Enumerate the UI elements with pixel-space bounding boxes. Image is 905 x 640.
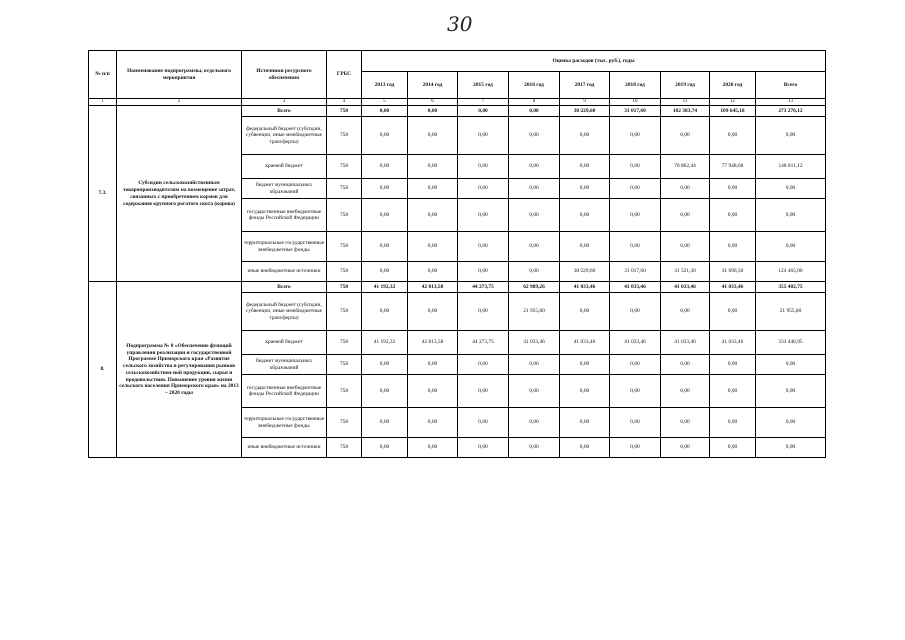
amount-cell: 0,00 bbox=[458, 106, 509, 117]
amount-cell: 0,00 bbox=[458, 438, 509, 458]
header-year: 2018 год bbox=[610, 72, 661, 99]
amount-cell: 124 465,00 bbox=[756, 262, 826, 282]
amount-cell: 41 033,46 bbox=[610, 282, 661, 293]
grbs-code: 758 bbox=[327, 117, 362, 155]
amount-cell: 0,00 bbox=[610, 232, 661, 262]
amount-cell: 42 813,58 bbox=[408, 331, 458, 355]
amount-cell: 31 696,50 bbox=[710, 262, 756, 282]
header-grbs: ГРБС bbox=[327, 51, 362, 99]
amount-cell: 0,00 bbox=[661, 293, 710, 331]
amount-cell: 41 033,46 bbox=[661, 282, 710, 293]
amount-cell: 0,00 bbox=[710, 375, 756, 408]
grbs-code: 758 bbox=[327, 282, 362, 293]
amount-cell: 0,00 bbox=[610, 293, 661, 331]
amount-cell: 0,00 bbox=[710, 293, 756, 331]
funding-source: государственные внебюджетные фонды Российской Федерации bbox=[242, 199, 327, 232]
amount-cell: 0,00 bbox=[661, 438, 710, 458]
funding-source: краевой бюджет bbox=[242, 155, 327, 179]
amount-cell: 0,00 bbox=[661, 199, 710, 232]
amount-cell: 0,00 bbox=[509, 232, 560, 262]
amount-cell: 0,00 bbox=[610, 155, 661, 179]
amount-cell: 0,00 bbox=[458, 155, 509, 179]
amount-cell: 109 645,18 bbox=[710, 106, 756, 117]
amount-cell: 0,00 bbox=[362, 375, 408, 408]
table-row bbox=[89, 106, 826, 117]
amount-cell: 0,00 bbox=[710, 199, 756, 232]
amount-cell: 0,00 bbox=[408, 232, 458, 262]
amount-cell: 41 033,46 bbox=[610, 331, 661, 355]
amount-cell: 0,00 bbox=[509, 179, 560, 199]
amount-cell: 0,00 bbox=[610, 375, 661, 408]
header-year: 2017 год bbox=[560, 72, 610, 99]
amount-cell: 0,00 bbox=[458, 179, 509, 199]
amount-cell: 41 033,46 bbox=[509, 331, 560, 355]
amount-cell: 0,00 bbox=[458, 262, 509, 282]
amount-cell: 102 383,74 bbox=[661, 106, 710, 117]
grbs-code: 758 bbox=[327, 438, 362, 458]
amount-cell: 0,00 bbox=[509, 262, 560, 282]
measure-name: Субсидии сельскохозяйственным товаропроизводителям на возмещение затрат, связанных с приобретением кормов для содержания крупного рогатого скота (корова) bbox=[117, 106, 242, 282]
column-number: 10 bbox=[610, 99, 661, 106]
amount-cell: 0,00 bbox=[408, 106, 458, 117]
column-number: 12 bbox=[710, 99, 756, 106]
header-year: 2020 год bbox=[710, 72, 756, 99]
column-number: 13 bbox=[756, 99, 826, 106]
amount-cell: 0,00 bbox=[560, 117, 610, 155]
budget-table bbox=[88, 50, 826, 458]
amount-cell: 0,00 bbox=[661, 179, 710, 199]
header-year: 2014 год bbox=[408, 72, 458, 99]
amount-cell: 0,00 bbox=[610, 408, 661, 438]
grbs-code: 758 bbox=[327, 232, 362, 262]
funding-source: территориальные государственные внебюджетные фонды bbox=[242, 232, 327, 262]
amount-cell: 0,00 bbox=[408, 438, 458, 458]
amount-cell: 41 033,46 bbox=[560, 282, 610, 293]
amount-cell: 333 446,95 bbox=[756, 331, 826, 355]
header-name: Наименование подпрограммы, отдельного мероприятия bbox=[117, 51, 242, 99]
amount-cell: 21 955,80 bbox=[509, 293, 560, 331]
amount-cell: 41 192,32 bbox=[362, 282, 408, 293]
amount-cell: 44 273,75 bbox=[458, 282, 509, 293]
amount-cell: 0,00 bbox=[458, 232, 509, 262]
header-source: Источники ресурсного обеспечения bbox=[242, 51, 327, 99]
amount-cell: 0,00 bbox=[362, 179, 408, 199]
amount-cell: 0,00 bbox=[610, 179, 661, 199]
amount-cell: 355 402,75 bbox=[756, 282, 826, 293]
header-estimate: Оценка расходов (тыс. руб.), годы bbox=[362, 51, 826, 72]
amount-cell: 0,00 bbox=[661, 408, 710, 438]
row-number: 7.3. bbox=[89, 106, 117, 282]
amount-cell: 0,00 bbox=[710, 408, 756, 438]
amount-cell: 0,00 bbox=[560, 232, 610, 262]
amount-cell: 0,00 bbox=[560, 293, 610, 331]
amount-cell: 0,00 bbox=[560, 155, 610, 179]
grbs-code: 758 bbox=[327, 355, 362, 375]
amount-cell: 0,00 bbox=[362, 438, 408, 458]
column-number: 9 bbox=[560, 99, 610, 106]
amount-cell: 0,00 bbox=[710, 117, 756, 155]
amount-cell: 0,00 bbox=[408, 375, 458, 408]
amount-cell: 148 811,12 bbox=[756, 155, 826, 179]
header-year: Всего bbox=[756, 72, 826, 99]
amount-cell: 70 862,44 bbox=[661, 155, 710, 179]
amount-cell: 0,00 bbox=[458, 199, 509, 232]
amount-cell: 41 033,46 bbox=[560, 331, 610, 355]
amount-cell: 0,00 bbox=[661, 117, 710, 155]
funding-source: иные внебюджетные источники bbox=[242, 438, 327, 458]
amount-cell: 31 017,60 bbox=[610, 262, 661, 282]
grbs-code: 758 bbox=[327, 179, 362, 199]
amount-cell: 0,00 bbox=[362, 408, 408, 438]
amount-cell: 0,00 bbox=[610, 355, 661, 375]
funding-source: Всего bbox=[242, 106, 327, 117]
grbs-code: 758 bbox=[327, 106, 362, 117]
amount-cell: 0,00 bbox=[509, 199, 560, 232]
amount-cell: 0,00 bbox=[756, 438, 826, 458]
amount-cell: 0,00 bbox=[458, 375, 509, 408]
column-number: 5 bbox=[362, 99, 408, 106]
amount-cell: 0,00 bbox=[408, 199, 458, 232]
amount-cell: 0,00 bbox=[362, 293, 408, 331]
amount-cell: 41 192,32 bbox=[362, 331, 408, 355]
funding-source: территориальные государственные внебюджетные фонды bbox=[242, 408, 327, 438]
header-year: 2019 год bbox=[661, 72, 710, 99]
amount-cell: 0,00 bbox=[560, 438, 610, 458]
amount-cell: 0,00 bbox=[458, 408, 509, 438]
amount-cell: 41 033,46 bbox=[661, 331, 710, 355]
amount-cell: 0,00 bbox=[756, 355, 826, 375]
amount-cell: 0,00 bbox=[458, 355, 509, 375]
table-row bbox=[89, 282, 826, 293]
amount-cell: 0,00 bbox=[509, 438, 560, 458]
amount-cell: 0,00 bbox=[560, 408, 610, 438]
amount-cell: 42 813,58 bbox=[408, 282, 458, 293]
amount-cell: 0,00 bbox=[408, 262, 458, 282]
amount-cell: 0,00 bbox=[509, 106, 560, 117]
measure-name: Подпрограмма № 8 «Обеспечение функций управления реализации и государственной Программе Приморского края «Развитие сельского хозяйства и регулирования рынков сельскохозяйствен-ной продукции, сырья и продовольствия. Повышение уровня жизни сельского населения Приморского края» на 2013 – 2020 годы bbox=[117, 282, 242, 458]
amount-cell: 0,00 bbox=[408, 117, 458, 155]
amount-cell: 0,00 bbox=[509, 117, 560, 155]
amount-cell: 0,00 bbox=[710, 232, 756, 262]
amount-cell: 0,00 bbox=[560, 355, 610, 375]
grbs-code: 758 bbox=[327, 262, 362, 282]
amount-cell: 30 229,60 bbox=[560, 262, 610, 282]
amount-cell: 0,00 bbox=[756, 117, 826, 155]
amount-cell: 0,00 bbox=[756, 179, 826, 199]
amount-cell: 0,00 bbox=[509, 355, 560, 375]
grbs-code: 758 bbox=[327, 293, 362, 331]
column-number: 1 bbox=[89, 99, 117, 106]
amount-cell: 44 273,75 bbox=[458, 331, 509, 355]
page-number: 30 bbox=[447, 12, 473, 36]
column-number: 11 bbox=[661, 99, 710, 106]
amount-cell: 0,00 bbox=[362, 117, 408, 155]
amount-cell: 0,00 bbox=[408, 293, 458, 331]
amount-cell: 0,00 bbox=[362, 262, 408, 282]
amount-cell: 273 276,12 bbox=[756, 106, 826, 117]
amount-cell: 0,00 bbox=[710, 355, 756, 375]
header-year: 2015 год bbox=[458, 72, 509, 99]
amount-cell: 0,00 bbox=[458, 117, 509, 155]
amount-cell: 0,00 bbox=[408, 408, 458, 438]
amount-cell: 0,00 bbox=[362, 155, 408, 179]
amount-cell: 0,00 bbox=[610, 199, 661, 232]
amount-cell: 0,00 bbox=[756, 408, 826, 438]
amount-cell: 0,00 bbox=[710, 438, 756, 458]
grbs-code: 758 bbox=[327, 375, 362, 408]
amount-cell: 0,00 bbox=[610, 438, 661, 458]
amount-cell: 77 948,68 bbox=[710, 155, 756, 179]
amount-cell: 62 989,26 bbox=[509, 282, 560, 293]
amount-cell: 0,00 bbox=[509, 375, 560, 408]
funding-source: бюджет муниципальных образований bbox=[242, 179, 327, 199]
amount-cell: 0,00 bbox=[458, 293, 509, 331]
amount-cell: 41 033,46 bbox=[710, 331, 756, 355]
column-number: 4 bbox=[327, 99, 362, 106]
column-number: 6 bbox=[408, 99, 458, 106]
funding-source: государственные внебюджетные фонды Российской Федерации bbox=[242, 375, 327, 408]
funding-source: краевой бюджет bbox=[242, 331, 327, 355]
amount-cell: 0,00 bbox=[362, 106, 408, 117]
amount-cell: 0,00 bbox=[661, 375, 710, 408]
amount-cell: 31 521,30 bbox=[661, 262, 710, 282]
amount-cell: 0,00 bbox=[560, 199, 610, 232]
amount-cell: 0,00 bbox=[408, 355, 458, 375]
column-number: 3 bbox=[242, 99, 327, 106]
funding-source: иные внебюджетные источники bbox=[242, 262, 327, 282]
amount-cell: 41 033,46 bbox=[710, 282, 756, 293]
amount-cell: 0,00 bbox=[408, 155, 458, 179]
grbs-code: 758 bbox=[327, 331, 362, 355]
funding-source: федеральный бюджет (субсидии, субвенции, иные межбюджетные трансферты) bbox=[242, 117, 327, 155]
funding-source: бюджет муниципальных образований bbox=[242, 355, 327, 375]
funding-source: федеральный бюджет (субсидии, субвенции, иные межбюджетные трансферты) bbox=[242, 293, 327, 331]
amount-cell: 0,00 bbox=[560, 375, 610, 408]
amount-cell: 0,00 bbox=[362, 199, 408, 232]
amount-cell: 0,00 bbox=[509, 408, 560, 438]
header-num: № п/п bbox=[89, 51, 117, 99]
header-year: 2016 год bbox=[509, 72, 560, 99]
column-number: 8 bbox=[509, 99, 560, 106]
amount-cell: 21 955,80 bbox=[756, 293, 826, 331]
amount-cell: 0,00 bbox=[362, 355, 408, 375]
amount-cell: 0,00 bbox=[756, 199, 826, 232]
row-number: 8. bbox=[89, 282, 117, 458]
amount-cell: 0,00 bbox=[509, 155, 560, 179]
amount-cell: 0,00 bbox=[710, 179, 756, 199]
column-number: 2 bbox=[117, 99, 242, 106]
header-year: 2013 год bbox=[362, 72, 408, 99]
amount-cell: 0,00 bbox=[661, 355, 710, 375]
amount-cell: 0,00 bbox=[756, 375, 826, 408]
grbs-code: 758 bbox=[327, 155, 362, 179]
amount-cell: 0,00 bbox=[610, 117, 661, 155]
amount-cell: 0,00 bbox=[362, 232, 408, 262]
amount-cell: 0,00 bbox=[756, 232, 826, 262]
column-number: 7 bbox=[458, 99, 509, 106]
amount-cell: 0,00 bbox=[408, 179, 458, 199]
funding-source: Всего bbox=[242, 282, 327, 293]
amount-cell: 0,00 bbox=[560, 179, 610, 199]
amount-cell: 31 017,60 bbox=[610, 106, 661, 117]
amount-cell: 30 229,60 bbox=[560, 106, 610, 117]
grbs-code: 758 bbox=[327, 408, 362, 438]
amount-cell: 0,00 bbox=[661, 232, 710, 262]
grbs-code: 758 bbox=[327, 199, 362, 232]
